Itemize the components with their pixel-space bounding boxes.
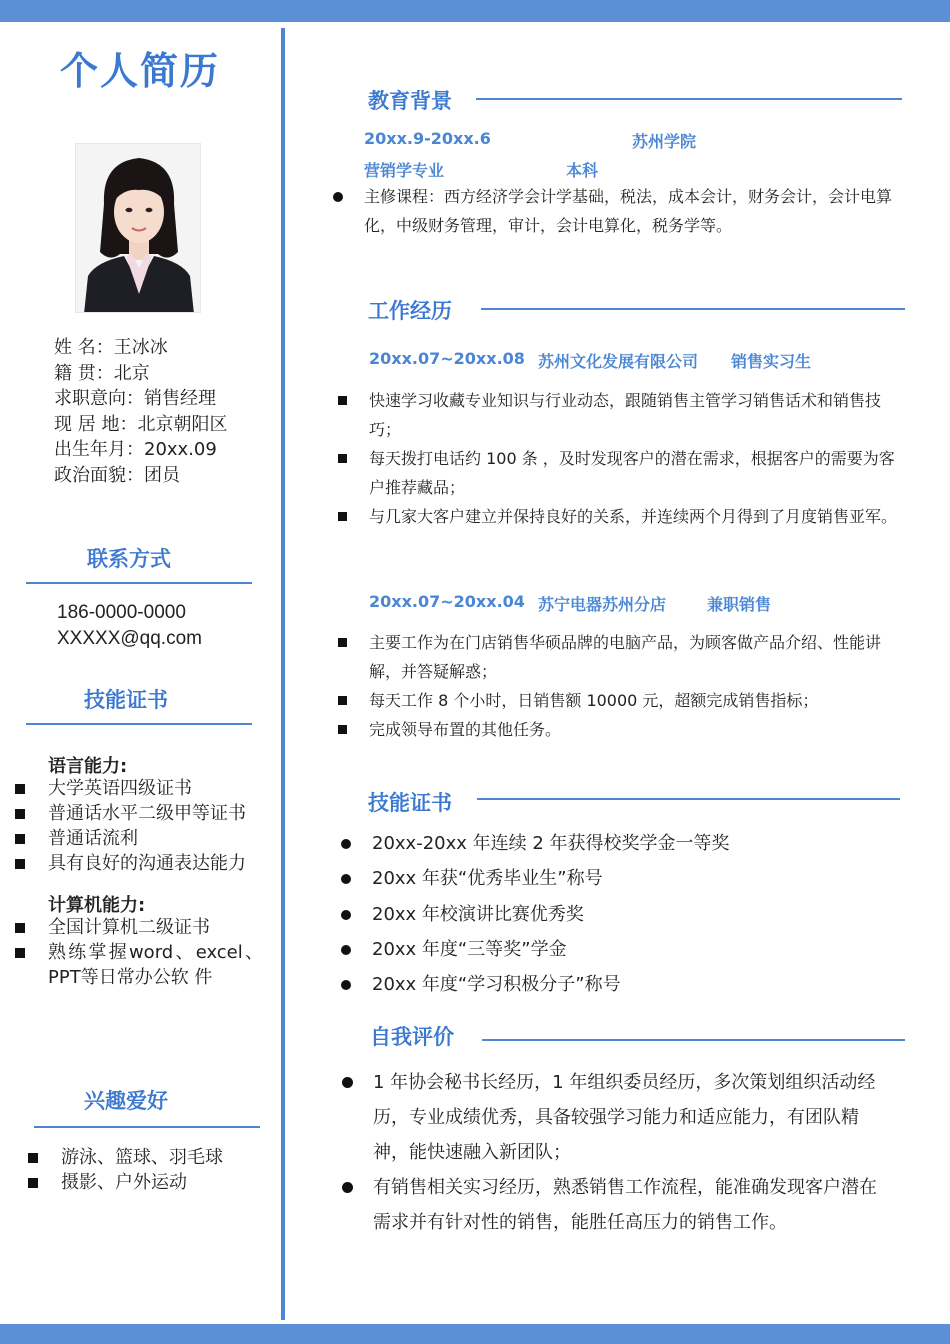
info-hometown: 籍 贯：北京 — [54, 362, 150, 384]
job1-role: 销售实习生 — [731, 352, 812, 371]
language-label: 语言能力: — [48, 756, 128, 777]
list-item: 游泳、篮球、羽毛球 — [28, 1145, 223, 1170]
list-item: 普通话流利 — [15, 826, 246, 851]
job2-role: 兼职销售 — [707, 595, 772, 614]
left-skills-heading: 技能证书 — [84, 688, 168, 712]
list-item: 20xx 年度“学习积极分子”称号 — [372, 967, 892, 1002]
list-item: 大学英语四级证书 — [15, 776, 246, 801]
work-heading: 工作经历 — [368, 299, 452, 323]
contact-email: XXXXX@qq.com — [57, 628, 202, 649]
education-rule — [476, 98, 902, 100]
hobbies-rule — [34, 1126, 260, 1128]
bottom-band — [0, 1324, 950, 1344]
list-item: 快速学习收藏专业知识与行业动态，跟随销售主管学习销售话术和销售技巧； — [369, 386, 897, 444]
edu-courses-list — [364, 183, 892, 240]
job1-company: 苏州文化发展有限公司 — [538, 352, 699, 371]
resume-title: 个人简历 — [60, 49, 221, 93]
list-item: 具有良好的沟通表达能力 — [15, 851, 246, 876]
skills-list — [372, 826, 892, 1002]
list-item: 完成领导布置的其他任务。 — [369, 715, 897, 744]
edu-degree: 本科 — [566, 161, 599, 180]
job1-duties — [369, 386, 897, 531]
info-name: 姓 名：王冰冰 — [54, 337, 168, 358]
education-heading: 教育背景 — [368, 89, 452, 113]
info-political: 政治面貌：团员 — [54, 464, 180, 486]
list-item: 熟练掌握word、excel、PPT等日常办公软 件 — [15, 940, 263, 990]
list-item: 普通话水平二级甲等证书 — [15, 801, 246, 826]
info-birth: 出生年月：20xx.09 — [54, 439, 217, 460]
job2-company: 苏宁电器苏州分店 — [538, 595, 667, 614]
edu-major: 营销学专业 — [364, 161, 445, 180]
skills-rule — [477, 798, 900, 800]
top-band — [0, 0, 950, 22]
list-item: 20xx 年校演讲比赛优秀奖 — [372, 897, 892, 932]
self-eval-heading: 自我评价 — [370, 1025, 454, 1049]
profile-photo — [75, 143, 201, 313]
contact-heading: 联系方式 — [87, 547, 171, 571]
edu-school: 苏州学院 — [632, 132, 697, 151]
info-objective: 求职意向：销售经理 — [54, 388, 216, 409]
list-item: 全国计算机二级证书 — [15, 915, 263, 940]
list-item: 与几家大客户建立并保持良好的关系，并连续两个月得到了月度销售亚军。 — [369, 502, 897, 531]
edu-period: 20xx.9-20xx.6 — [364, 129, 491, 148]
list-item: 摄影、户外运动 — [28, 1170, 223, 1195]
list-item: 有销售相关实习经历，熟悉销售工作流程，能准确发现客户潜在需求并有针对性的销售，能胜任高压力的销售工作。 — [373, 1170, 891, 1240]
job2-period: 20xx.07~20xx.04 — [369, 592, 525, 611]
list-item: 20xx 年度“三等奖”学金 — [372, 932, 892, 967]
computer-list — [15, 915, 263, 990]
job1-period: 20xx.07~20xx.08 — [369, 349, 525, 368]
personal-info — [54, 335, 227, 488]
list-item: 每天拨打电话约 100 条 ，及时发现客户的潜在需求，根据客户的需要为客户推荐藏品； — [369, 444, 897, 502]
list-item: 20xx 年获“优秀毕业生”称号 — [372, 861, 892, 896]
hobbies-list — [28, 1145, 223, 1195]
language-list — [15, 776, 246, 876]
list-item: 每天工作 8 个小时，日销售额 10000 元，超额完成销售指标； — [369, 686, 897, 715]
contact-phone: 186-0000-0000 — [57, 602, 186, 623]
self-eval-list — [373, 1065, 891, 1240]
computer-label: 计算机能力: — [48, 895, 146, 916]
contact-block — [57, 600, 202, 652]
list-item: 主修课程：西方经济学会计学基础，税法，成本会计，财务会计，会计电算化，中级财务管理，审计，会计电算化，税务学等。 — [364, 183, 892, 240]
info-residence: 现 居 地：北京朝阳区 — [54, 413, 228, 435]
left-skills-rule — [26, 723, 252, 725]
skills-heading: 技能证书 — [368, 791, 452, 815]
list-item: 主要工作为在门店销售华硕品牌的电脑产品，为顾客做产品介绍、性能讲解，并答疑解惑； — [369, 628, 897, 686]
self-eval-rule — [482, 1039, 905, 1041]
hobbies-heading: 兴趣爱好 — [84, 1089, 168, 1113]
list-item: 20xx-20xx 年连续 2 年获得校奖学金一等奖 — [372, 826, 892, 861]
column-divider — [281, 28, 285, 1320]
contact-rule — [26, 582, 252, 584]
list-item: 1 年协会秘书长经历，1 年组织委员经历，多次策划组织活动经历，专业成绩优秀，具备较强学习能力和适应能力，有团队精神，能快速融入新团队； — [373, 1065, 891, 1170]
job2-duties — [369, 628, 897, 744]
work-rule — [481, 308, 905, 310]
